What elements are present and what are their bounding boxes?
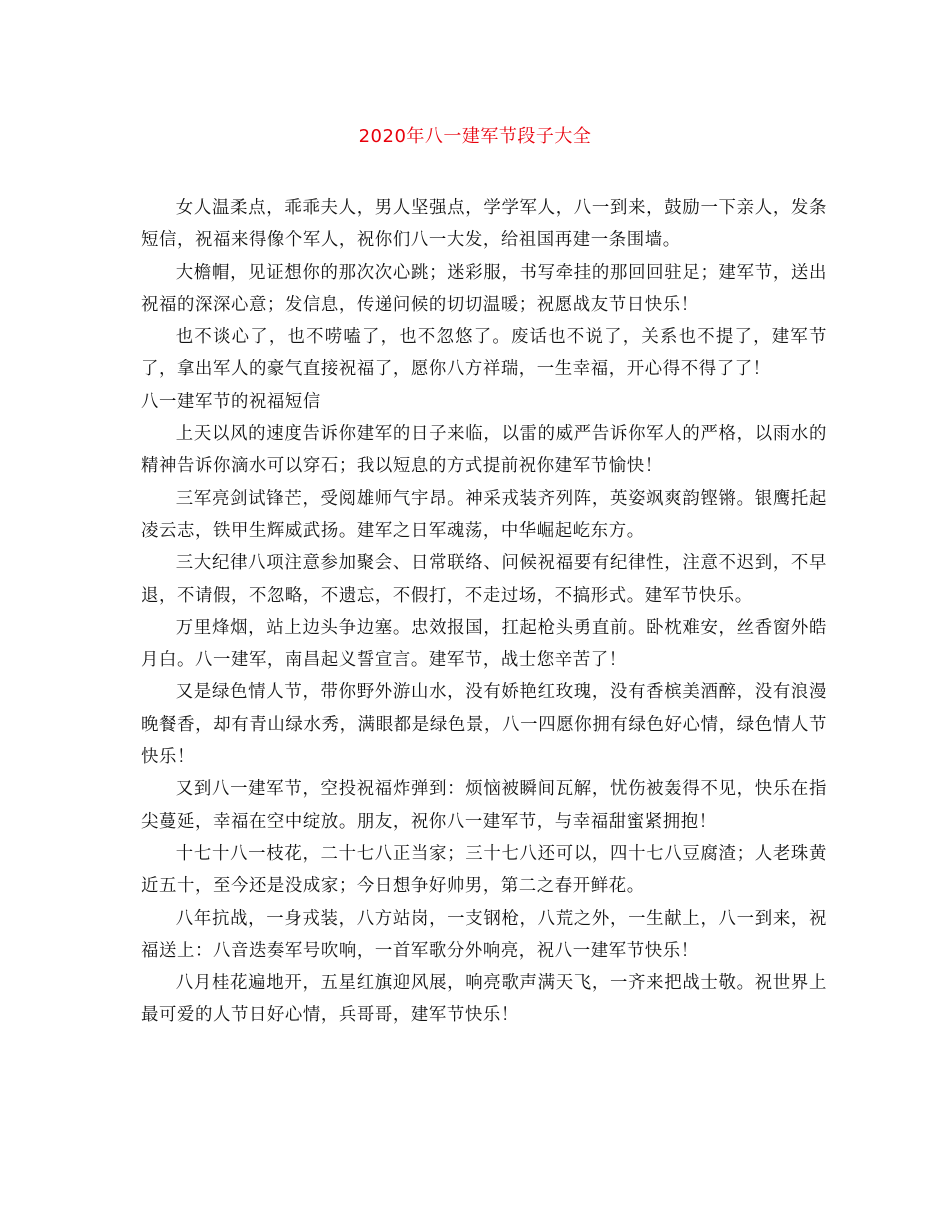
paragraph: 又到八一建军节，空投祝福炸弹到：烦恼被瞬间瓦解，忧伤被轰得不见，快乐在指尖蔓延，幸福在空中绽放。朋友，祝你八一建军节，与幸福甜蜜紧拥抱！ [141,779,827,832]
section-heading: 八一建军节的祝福短信 [141,391,321,412]
document-body [141,192,827,1032]
document-title: 2020年八一建军节段子大全 [358,126,592,147]
paragraph: 八月桂花遍地开，五星红旗迎风展，响亮歌声满天飞，一齐来把战士敬。祝世界上最可爱的人节日好心情，兵哥哥，建军节快乐！ [141,973,827,1026]
paragraph: 也不谈心了，也不唠嗑了，也不忽悠了。废话也不说了，关系也不提了，建军节了，拿出军人的豪气直接祝福了，愿你八方祥瑞，一生幸福，开心得不得了了！ [141,327,827,380]
paragraph: 三大纪律八项注意参加聚会、日常联络、问候祝福要有纪律性，注意不迟到，不早退，不请假，不忽略，不遗忘，不假打，不走过场，不搞形式。建军节快乐。 [141,553,827,606]
paragraph: 女人温柔点，乖乖夫人，男人坚强点，学学军人，八一到来，鼓励一下亲人，发条短信，祝福来得像个军人，祝你们八一大发，给祖国再建一条围墙。 [141,198,827,251]
paragraph: 十七十八一枝花，二十七八正当家；三十七八还可以，四十七八豆腐渣；人老珠黄近五十，至今还是没成家；今日想争好帅男，第二之春开鲜花。 [141,843,827,897]
paragraph: 万里烽烟，站上边头争边塞。忠效报国，扛起枪头勇直前。卧枕难安，丝香窗外皓月白。八一建军，南昌起义誓宣言。建军节，战士您辛苦了！ [141,617,827,671]
paragraph: 大檐帽，见证想你的那次次心跳；迷彩服，书写牵挂的那回回驻足；建军节，送出祝福的深深心意；发信息，传递问候的切切温暖；祝愿战友节日快乐！ [141,262,827,315]
paragraph: 八年抗战，一身戎装，八方站岗，一支钢枪，八荒之外，一生献上，八一到来，祝福送上：八音迭奏军号吹响，一首军歌分外响亮，祝八一建军节快乐！ [141,908,827,961]
paragraph: 上天以风的速度告诉你建军的日子来临，以雷的威严告诉你军人的严格，以雨水的精神告诉你滴水可以穿石；我以短息的方式提前祝你建军节愉快！ [141,424,827,477]
paragraph: 又是绿色情人节，带你野外游山水，没有娇艳红玫瑰，没有香槟美酒醉，没有浪漫晚餐香，却有青山绿水秀，满眼都是绿色景，八一四愿你拥有绿色好心情，绿色情人节快乐！ [141,682,827,768]
paragraph: 三军亮剑试锋芒，受阅雄师气宇昂。神采戎装齐列阵，英姿飒爽韵铿锵。银鹰托起凌云志，铁甲生辉威武扬。建军之日军魂荡，中华崛起屹东方。 [141,488,827,541]
